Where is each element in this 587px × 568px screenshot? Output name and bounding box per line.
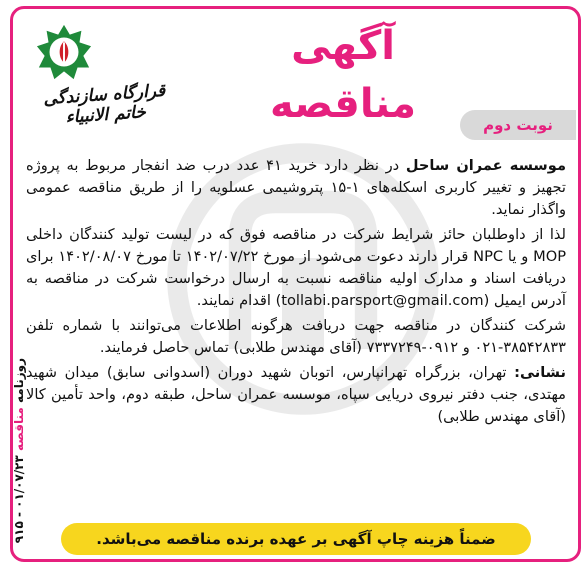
round-badge: نوبت دوم (460, 110, 576, 140)
newspaper-prefix: روزنامه (12, 358, 26, 408)
notice-title: آگهی مناقصه (270, 23, 416, 127)
newspaper-date: ۰۱/۰۷/۲۳ - ۹۱۵ (12, 450, 26, 544)
intro-text: در نظر دارد خرید ۴۱ عدد درب ضد انفجار مربوط به پروژه تجهیز و تغییر کاربری اسکله‌های ۱-۱۵ پتروشیمی عسلویه را از طریق مناقصه عمومی واگذار نماید. (26, 157, 566, 218)
newspaper-side-label (11, 358, 27, 544)
address-text: تهران، بزرگراه تهرانپارس، اتوبان شهید دوران (اسدوانی سابق) میدان شهید مهتدی، جنب دفتر نیروی دریایی سپاه، موسسه عمران ساحل، طبقه دوم، واحد تأمین کالا (آقای مهندس طلابی) (26, 364, 566, 425)
footer-note: ضمناً هزینه چاپ آگهی بر عهده برنده مناقصه می‌باشد. (61, 523, 531, 555)
paragraph-address (26, 362, 566, 428)
org-signature-logo: قرارگاه سازندگی خاتم الانبیاء (42, 80, 166, 128)
notice-body (26, 155, 566, 431)
address-label: نشانی: (514, 364, 566, 381)
company-name: موسسه عمران ساحل (405, 157, 566, 174)
paragraph-intro (26, 155, 566, 221)
paragraph-invitation: لذا از داوطلبان حائز شرایط شرکت در مناقصه فوق که در لیست تولید کنندگان داخلی MOP و یا NPC قرار دارند دعوت می‌شود از مورخ ۱۴۰۲/۰۷/۲۲ تا مورخ ۱۴۰۲/۰۸/۰۷ برای دریافت اسناد و مدارک اولیه مناقصه نسبت به ارسال درخواست شرکت در مناقصه به آدرس ایمیل (tollabi.parsport@gmail.com) اقدام نمایند. (26, 226, 566, 309)
paragraph-contact: شرکت کنندگان در مناقصه جهت دریافت هرگونه اطلاعات می‌توانند با شماره تلفن ۳۸۵۴۲۸۳۳-۰۲۱ و ۰۹۱۲-۷۳۳۷۲۴۹ (آقای مهندس طلابی) تماس حاصل فرمایند. (26, 317, 566, 356)
notice-frame (10, 6, 581, 562)
newspaper-brand: مناقصه (12, 407, 26, 451)
iran-emblem-icon (35, 23, 93, 81)
